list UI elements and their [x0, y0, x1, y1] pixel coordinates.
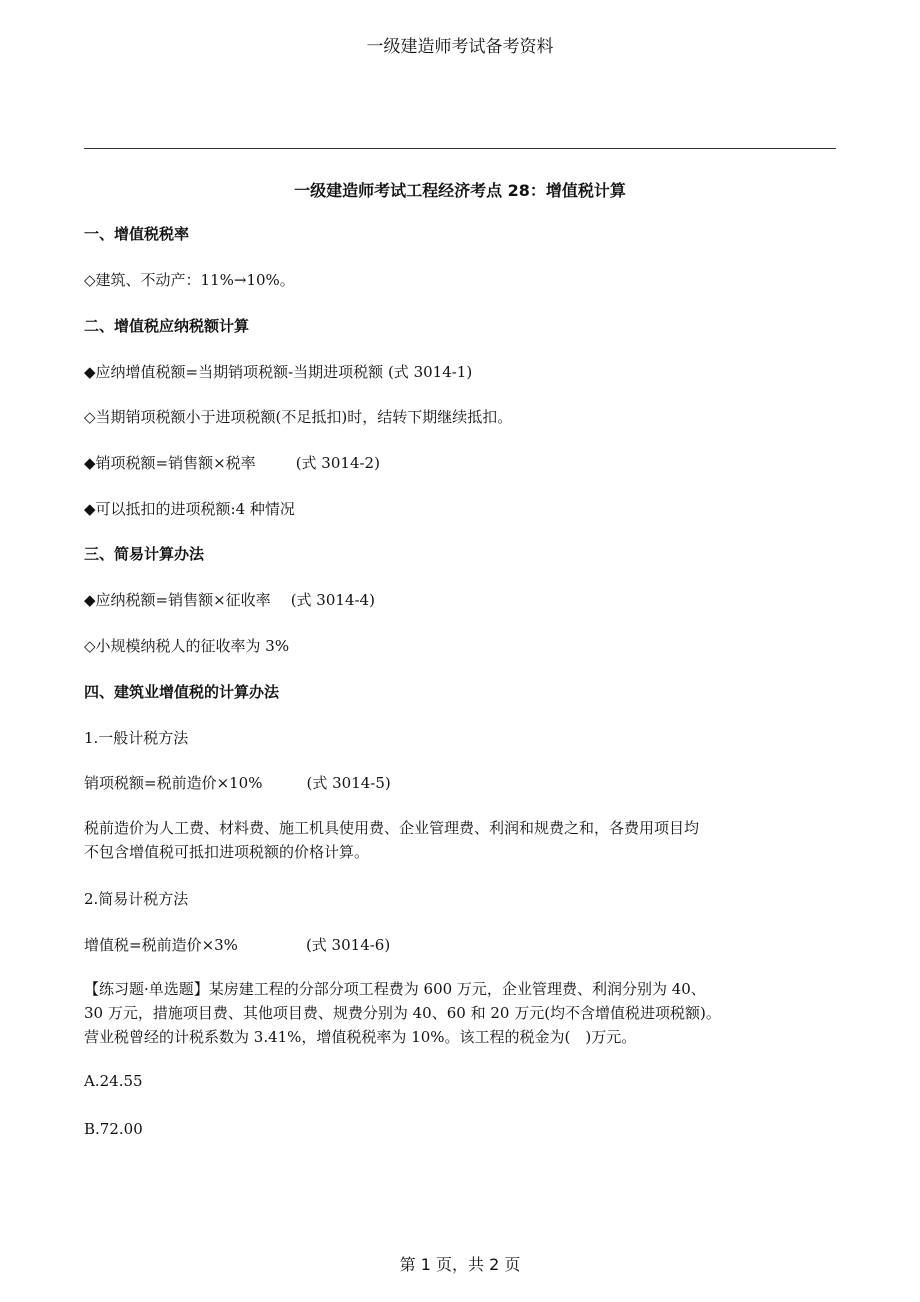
formula-ref: (式 3014-2): [295, 454, 380, 472]
page-footer: 第 1 页，共 2 页: [399, 1255, 521, 1274]
text-line: ◇小规模纳税人的征收率为 3%: [84, 637, 290, 655]
paragraph-line: 不包含增值税可抵扣进项税额的价格计算。: [84, 843, 370, 861]
paragraph-line: 税前造价为人工费、材料费、施工机具使用费、企业管理费、利润和规费之和，各费用项目均: [84, 819, 700, 837]
section-heading-2: 二、增值税应纳税额计算: [84, 317, 250, 335]
subheading: 1.一般计税方法: [84, 729, 189, 747]
text-line: ◆可以抵扣的进项税额:4 种情况: [84, 500, 295, 518]
section-heading-3: 三、简易计算办法: [84, 545, 205, 563]
section-heading-4: 四、建筑业增值税的计算办法: [84, 683, 280, 701]
document-title: 一级建造师考试工程经济考点 28：增值税计算: [294, 181, 626, 200]
option-a: A.24.55: [84, 1072, 143, 1090]
question-line: 30 万元，措施项目费、其他项目费、规费分别为 40、60 和 20 万元(均不含增值税进项税额)。: [84, 1004, 721, 1022]
formula-line: [84, 452, 844, 473]
formula-line: [84, 589, 844, 610]
formula-line: ◆应纳增值税额=当期销项税额-当期进项税额 (式 3014-1): [84, 363, 473, 381]
subheading: 2.简易计税方法: [84, 890, 189, 908]
question-line: 【练习题·单选题】某房建工程的分部分项工程费为 600 万元，企业管理费、利润分别为 40、: [84, 980, 706, 998]
option-b: B.72.00: [84, 1120, 143, 1138]
formula-text: ◆应纳税额=销售额×征收率: [84, 591, 271, 609]
section-heading-1: 一、增值税税率: [84, 225, 190, 243]
formula-line: [84, 772, 844, 793]
text-line: ◇建筑、不动产：11%→10%。: [84, 271, 295, 289]
formula-ref: (式 3014-6): [305, 936, 391, 954]
formula-text: 增值税=税前造价×3%: [84, 936, 238, 954]
formula-text: 销项税额=税前造价×10%: [84, 774, 263, 792]
text-line: ◇当期销项税额小于进项税额(不足抵扣)时，结转下期继续抵扣。: [84, 408, 513, 426]
formula-ref: (式 3014-4): [290, 591, 375, 609]
formula-line: [84, 934, 844, 955]
paragraph: [84, 816, 844, 864]
page-header: 一级建造师考试备考资料: [366, 37, 554, 57]
formula-ref: (式 3014-5): [306, 774, 391, 792]
question-line: 营业税曾经的计税系数为 3.41%，增值税税率为 10%。该工程的税金为( )万元。: [84, 1028, 637, 1046]
formula-text: ◆销项税额=销售额×税率: [84, 454, 256, 472]
practice-question: [84, 977, 844, 1049]
header-divider: [84, 148, 836, 149]
